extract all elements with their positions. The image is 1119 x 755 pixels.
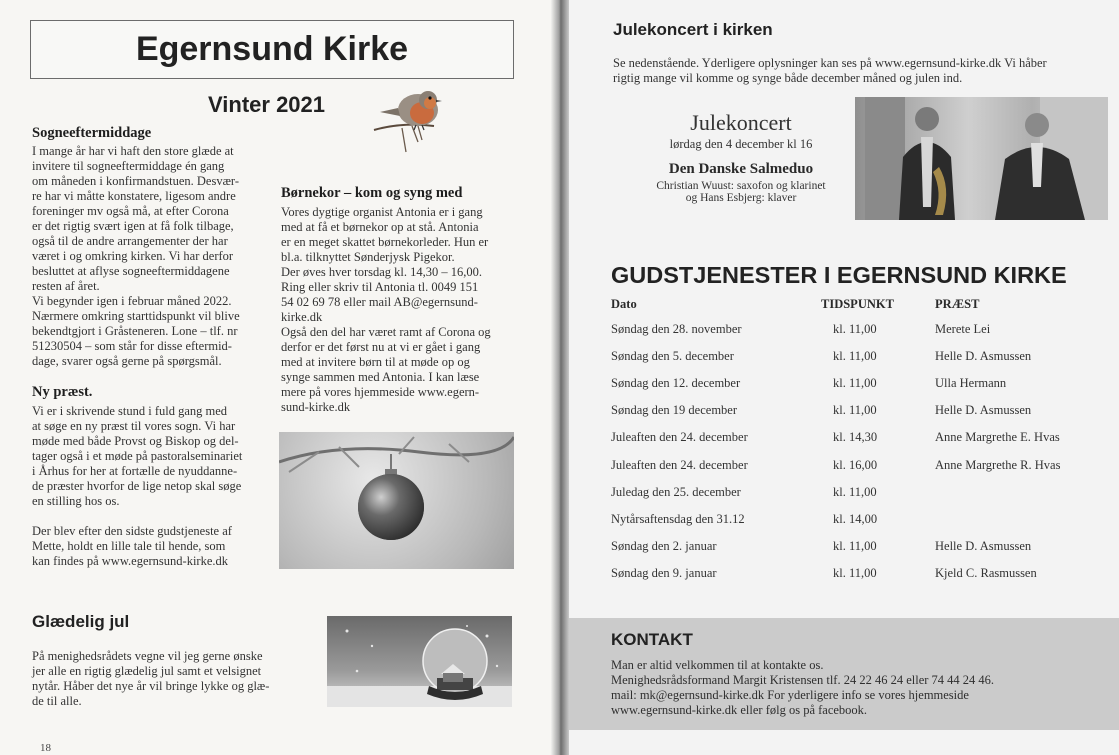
text-line: synge sammen med Antonia. I kan læse — [281, 370, 480, 384]
text-line: I mange år har vi haft den store glæde at — [32, 144, 234, 158]
service-priest: Anne Margrethe R. Hvas — [935, 457, 1061, 472]
service-priest: Kjeld C. Rasmussen — [935, 565, 1037, 580]
sogneeftermiddage-text — [32, 144, 272, 369]
services-table — [611, 292, 1081, 587]
text-line: Man er altid velkommen til at kontakte os. — [611, 658, 824, 672]
text-line: bekendtgjort i Gråsteneren. Lone – tlf. nr — [32, 324, 238, 338]
text-line: Se nedenstående. Yderligere oplysninger kan ses på www.egernsund-kirke.dk Vi håber — [613, 56, 1047, 70]
service-date: Juleaften den 24. december — [611, 457, 748, 472]
page-number: 18 — [40, 742, 51, 754]
text-line: jer alle en rigtig glædelig jul samt et velsignet — [32, 664, 262, 678]
text-line: resten af året. — [32, 279, 100, 293]
service-time: kl. 16,00 — [833, 457, 878, 472]
text-line: møde med både Provst og Biskop og del- — [32, 434, 239, 448]
text-line: mere på vores hjemmeside www.egern- — [281, 385, 480, 399]
text-line: med at få et børnekor op at stå. Antonia — [281, 220, 479, 234]
sogneeftermiddage-section — [32, 125, 272, 369]
service-time: kl. 11,00 — [833, 565, 877, 580]
text-line: Der øves hver torsdag kl. 14,30 – 16,00. — [281, 265, 483, 279]
right-page — [569, 0, 1119, 755]
service-time: kl. 11,00 — [833, 322, 877, 337]
text-line: kirke.dk — [281, 310, 323, 324]
salmeduo-photo — [855, 97, 1108, 220]
poster-line: Christian Wuust: saxofon og klarinet — [656, 180, 826, 192]
robin-bird-icon — [372, 82, 452, 156]
table-row — [611, 343, 1081, 370]
column-header-priest: PRÆST — [935, 296, 980, 311]
sogneeftermiddage-heading: Sogneeftermiddage — [32, 125, 152, 141]
table-row — [611, 451, 1081, 478]
table-header-row — [611, 292, 1081, 316]
spacer — [32, 509, 272, 524]
service-date: Søndag den 12. december — [611, 376, 741, 391]
text-line: er det rigtig svært igen at få folk tilbage, — [32, 219, 234, 233]
ny-praest-text — [32, 404, 272, 569]
text-line: Nærmere omkring starttidspunkt vil blive — [32, 309, 240, 323]
ny-praest-heading: Ny præst. — [32, 384, 93, 400]
text-line: om måneden i konfirmandstuen. Desvær- — [32, 174, 239, 188]
service-priest — [925, 479, 1081, 506]
text-line: dage, svarer også gerne på spørgsmål. — [32, 354, 222, 368]
service-date: Søndag den 19 december — [611, 403, 738, 418]
text-line: nytår. Håber det nye år vil bringe lykke og glæ- — [32, 679, 270, 693]
page-gutter — [551, 0, 569, 755]
text-line: med at invitere børn til at møde op og — [281, 355, 470, 369]
snow-globe-photo — [327, 616, 512, 707]
text-line: bl.a. tilknyttet Sønderjysk Pigekor. — [281, 250, 455, 264]
text-line: besluttet at aflyse sogneeftermiddagene — [32, 264, 230, 278]
text-line: de til alle. — [32, 694, 82, 708]
text-line: Vi er i skrivende stund i fuld gang med — [32, 404, 228, 418]
table-row — [611, 316, 1081, 343]
service-time: kl. 11,00 — [833, 349, 877, 364]
text-line: været i og omkring kirken. Vi har derfor — [32, 249, 234, 263]
concert-poster — [621, 110, 861, 204]
service-date: Søndag den 28. november — [611, 322, 742, 337]
text-line: tager også i et møde på pastoralseminariet — [32, 449, 243, 463]
text-line: foreninger mv også må, at efter Corona — [32, 204, 229, 218]
text-line: 54 02 69 78 eller mail AB@egernsund- — [281, 295, 478, 309]
table-row — [611, 424, 1081, 451]
service-time: kl. 11,00 — [833, 376, 877, 391]
text-line: mail: mk@egernsund-kirke.dk For yderligere info se vores hjemmeside — [611, 688, 969, 702]
service-priest: Ulla Hermann — [935, 376, 1007, 391]
service-date: Søndag den 2. januar — [611, 538, 717, 553]
text-line: Vi begynder igen i februar måned 2022. — [32, 294, 232, 308]
service-priest: Merete Lei — [935, 322, 991, 337]
text-line: Mette, holdt en lille tale til hende, som — [32, 539, 226, 553]
text-line: På menighedsrådets vegne vil jeg gerne ønske — [32, 649, 263, 663]
poster-group: Den Danske Salmeduo — [668, 161, 814, 177]
service-date: Nytårsaftensdag den 31.12 — [611, 511, 745, 526]
table-row — [611, 370, 1081, 397]
text-line: sund-kirke.dk — [281, 400, 351, 414]
text-line: Der blev efter den sidste gudstjeneste af — [32, 524, 232, 538]
service-date: Søndag den 9. januar — [611, 565, 717, 580]
text-line: Ring eller skriv til Antonia tl. 0049 151 — [281, 280, 479, 294]
table-row — [611, 397, 1081, 424]
glaedelig-jul-text — [32, 649, 312, 709]
text-line: derfor er det først nu at vi er gået i gang — [281, 340, 481, 354]
text-line: 51230504 – som står for disse eftermid- — [32, 339, 232, 353]
service-priest: Helle D. Asmussen — [935, 349, 1032, 364]
text-line: Også den del har været ramt af Corona og — [281, 325, 491, 339]
christmas-bauble-photo — [279, 432, 514, 569]
text-line: Vores dygtige organist Antonia er i gang — [281, 205, 483, 219]
service-time: kl. 11,00 — [833, 538, 877, 553]
poster-line: og Hans Esbjerg: klaver — [685, 192, 797, 204]
kontakt-text — [611, 658, 1101, 718]
kontakt-box — [569, 618, 1119, 730]
text-line: er en meget skattet børnekorleder. Hun er — [281, 235, 489, 249]
table-row — [611, 533, 1081, 560]
text-line: en stilling hos os. — [32, 494, 120, 508]
text-line: Menighedsrådsformand Margit Kristensen tlf. 24 22 46 24 eller 74 44 24 46. — [611, 673, 995, 687]
text-line: kan findes på www.egernsund-kirke.dk — [32, 554, 229, 568]
column-header-date: Dato — [611, 296, 637, 311]
service-priest — [925, 506, 1081, 533]
service-time: kl. 11,00 — [833, 403, 877, 418]
text-line: re har vi måtte konstatere, ligesom andre — [32, 189, 236, 203]
poster-date: lørdag den 4 december kl 16 — [669, 137, 813, 151]
page-title: Egernsund Kirke — [30, 20, 514, 79]
text-line: at søge en ny præst til vores sogn. Vi har — [32, 419, 236, 433]
text-line: også til de andre arrangementer der har — [32, 234, 228, 248]
bornekor-heading: Børnekor – kom og syng med — [281, 185, 463, 201]
service-priest: Anne Margrethe E. Hvas — [935, 430, 1060, 445]
ny-praest-section — [32, 384, 272, 569]
text-line: invitere til sogneeftermiddage én gang — [32, 159, 225, 173]
julekoncert-text — [613, 56, 1103, 86]
service-date: Søndag den 5. december — [611, 349, 734, 364]
bornekor-text — [281, 205, 516, 415]
table-row — [611, 479, 1081, 506]
gudstjenester-heading: GUDSTJENESTER I EGERNSUND KIRKE — [611, 262, 1067, 288]
table-row — [611, 560, 1081, 587]
service-date: Juledag den 25. december — [611, 484, 741, 499]
service-priest: Helle D. Asmussen — [935, 538, 1032, 553]
service-time: kl. 11,00 — [833, 484, 877, 499]
left-page — [0, 0, 557, 755]
text-line: www.egernsund-kirke.dk eller følg os på facebook. — [611, 703, 868, 717]
season-heading: Vinter 2021 — [208, 92, 326, 117]
column-header-time: TIDSPUNKT — [821, 296, 894, 311]
table-row — [611, 506, 1081, 533]
text-line: de præster hvorfor de lige netop skal søge — [32, 479, 242, 493]
poster-title: Julekoncert — [690, 110, 792, 135]
text-line: i Århus for her at fortælle de nyuddanne- — [32, 464, 238, 478]
kontakt-heading: KONTAKT — [611, 630, 693, 649]
glaedelig-jul-heading: Glædelig jul — [32, 612, 130, 631]
julekoncert-heading: Julekoncert i kirken — [613, 20, 773, 39]
service-time: kl. 14,30 — [833, 430, 878, 445]
text-line: rigtig mange vil komme og synge både december måned og julen ind. — [613, 71, 963, 85]
service-priest: Helle D. Asmussen — [935, 403, 1032, 418]
bornekor-section — [281, 185, 516, 415]
service-time: kl. 14,00 — [833, 511, 878, 526]
service-date: Juleaften den 24. december — [611, 430, 748, 445]
